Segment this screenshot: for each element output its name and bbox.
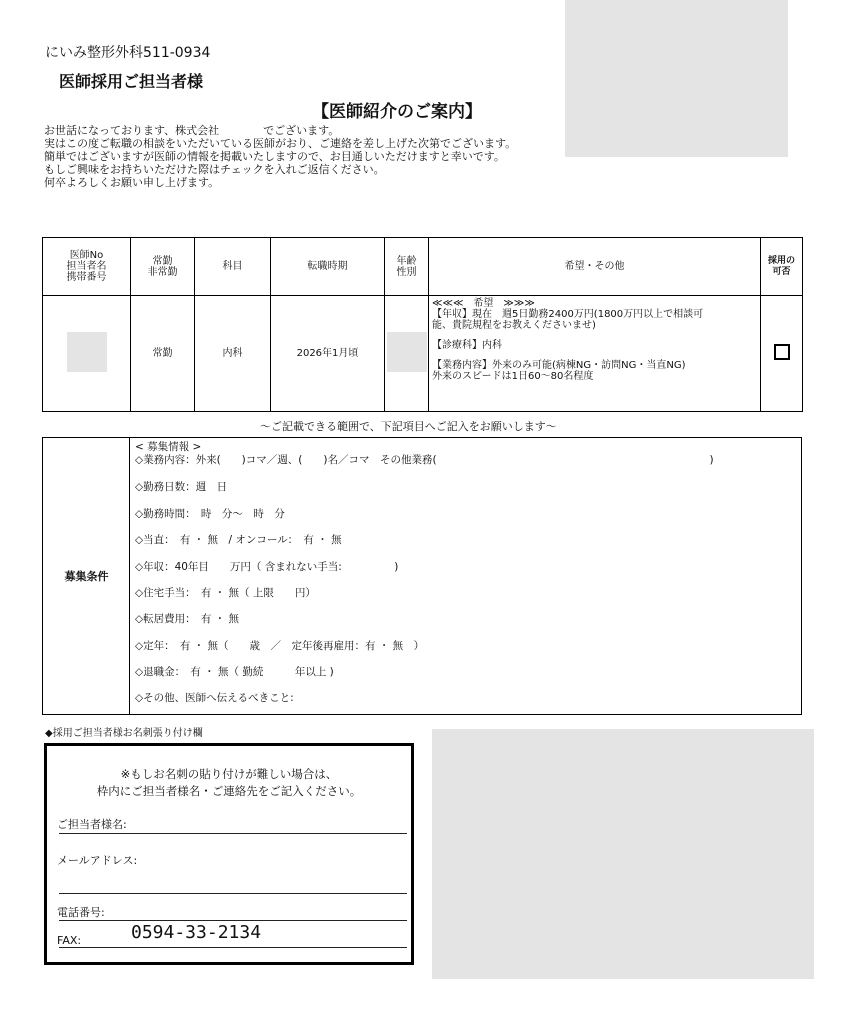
fill-in-note: ～ご記載できる範囲で、下記項目へご記入をお願いします～: [260, 420, 557, 433]
th-doctor-id: [43, 238, 131, 296]
intro-line-5: 何卒よろしくお願い申し上げます。: [44, 176, 220, 189]
th-id-1: 医師No: [69, 250, 104, 261]
recruit-item-other[interactable]: ◇その他、医師へ伝えるべきこと:: [135, 692, 294, 704]
th-adopt-1: 採用の: [767, 255, 795, 266]
page-title: 【医師紹介のご案内】: [312, 102, 482, 122]
cell-doctor-id: [43, 296, 131, 412]
redacted-block-bottom: [432, 729, 814, 979]
doctor-table: [42, 237, 803, 412]
cell-work: 常勤: [131, 296, 195, 412]
business-card-box[interactable]: [44, 743, 414, 965]
fax-label: FAX:: [57, 934, 82, 947]
recruit-item-retirement-age[interactable]: ◇定年： 有 ・ 無（ 歳 ／ 定年後再雇用：有 ・ 無 ）: [135, 640, 425, 652]
redacted-age: [387, 332, 427, 372]
recruit-item-duties[interactable]: ◇業務内容：外来( )コマ／週、( )名／コマ その他業務( ): [135, 454, 714, 466]
th-id-2: 担当者名: [66, 261, 107, 272]
redacted-block-top: [565, 0, 788, 157]
table-header-row: [43, 238, 803, 296]
wish-line: [432, 331, 757, 340]
redacted-id: [67, 332, 107, 372]
wish-line: 【業務内容】外来のみ可能(病棟NG・訪問NG・当直NG): [432, 360, 686, 371]
th-sex: 性別: [396, 266, 417, 278]
intro-line-1: お世話になっております、株式会社 でございます。: [44, 124, 340, 137]
recruit-item-night-duty[interactable]: ◇当直： 有 ・ 無 / オンコール： 有 ・ 無: [135, 534, 342, 546]
fax-number: 0594-33-2134: [131, 922, 262, 943]
cell-adopt: [761, 296, 803, 412]
clinic-name: にいみ整形外科511-0934: [45, 45, 211, 61]
intro-line-3: 簡単ではございますが医師の情報を掲載いたしますので、お目通しいただけますと幸いです。: [44, 150, 505, 163]
wish-line: ≪≪≪ 希望 ≫≫≫: [432, 298, 535, 309]
th-work-type: [131, 238, 195, 296]
wish-line: 能、貴院規程をお教えくださいませ): [432, 320, 596, 331]
recipient: 医師採用ご担当者様: [59, 72, 204, 91]
adopt-checkbox[interactable]: [774, 344, 790, 360]
recruit-item-relocation[interactable]: ◇転居費用： 有 ・ 無: [135, 613, 239, 625]
recruitment-label: 募集条件: [64, 570, 109, 583]
th-work-1: 常勤: [152, 255, 173, 267]
th-dept: 科目: [195, 238, 271, 296]
recruitment-box: [42, 437, 802, 715]
table-row: [43, 296, 803, 412]
cell-dept: 内科: [195, 296, 271, 412]
th-wish: 希望・その他: [429, 238, 761, 296]
wish-line: 【年収】現在 週5日勤務2400万円(1800万円以上で相談可: [432, 309, 704, 320]
phone-label: 電話番号:: [57, 906, 105, 919]
fax-line: [59, 947, 407, 948]
th-id-3: 携帯番号: [66, 272, 107, 283]
recruit-item-salary[interactable]: ◇年収：40年目 万円（ 含まれない手当: ): [135, 561, 399, 573]
recruit-item-days[interactable]: ◇勤務日数：週 日: [135, 481, 228, 493]
contact-name-label: ご担当者様名:: [57, 818, 127, 831]
recruitment-heading: < 募集情報 >: [135, 441, 202, 453]
email-label: メールアドレス:: [57, 854, 138, 867]
card-instruction-2: 枠内にご担当者様名・ご連絡先をご記入ください。: [96, 784, 362, 798]
cell-timing: 2026年1月頃: [271, 296, 385, 412]
recruit-item-severance[interactable]: ◇退職金： 有 ・ 無（ 勤続 年以上 ): [135, 666, 334, 678]
th-age-sex: [385, 238, 429, 296]
intro-line-2: 実はこの度ご転職の相談をいただいている医師がおり、ご連絡を差し上げた次第でございます。: [44, 137, 517, 150]
th-timing: 転職時期: [271, 238, 385, 296]
th-adopt-2: 可否: [772, 266, 791, 277]
wish-line: [432, 351, 757, 360]
card-caption: ◆採用ご担当者様お名刺張り付け欄: [45, 728, 203, 739]
contact-name-line[interactable]: [59, 833, 407, 834]
th-work-2: 非常勤: [147, 266, 178, 278]
email-line[interactable]: [59, 893, 407, 894]
phone-line[interactable]: [59, 920, 407, 921]
th-adopt: [761, 238, 803, 296]
recruit-item-hours[interactable]: ◇勤務時間： 時 分～ 時 分: [135, 508, 285, 520]
cell-wish: [429, 296, 761, 412]
cell-age: [385, 296, 429, 412]
wish-line: 【診療科】内科: [432, 340, 502, 351]
th-age: 年齢: [396, 255, 417, 267]
intro-line-4: もしご興味をお持ちいただけた際はチェックを入れご返信ください。: [44, 163, 385, 176]
card-instruction-1: ※もしお名刺の貼り付けが難しい場合は、: [120, 767, 338, 781]
recruit-item-housing[interactable]: ◇住宅手当： 有 ・ 無（ 上限 円）: [135, 587, 316, 599]
wish-line: 外来のスピードは1日60～80名程度: [432, 371, 594, 382]
